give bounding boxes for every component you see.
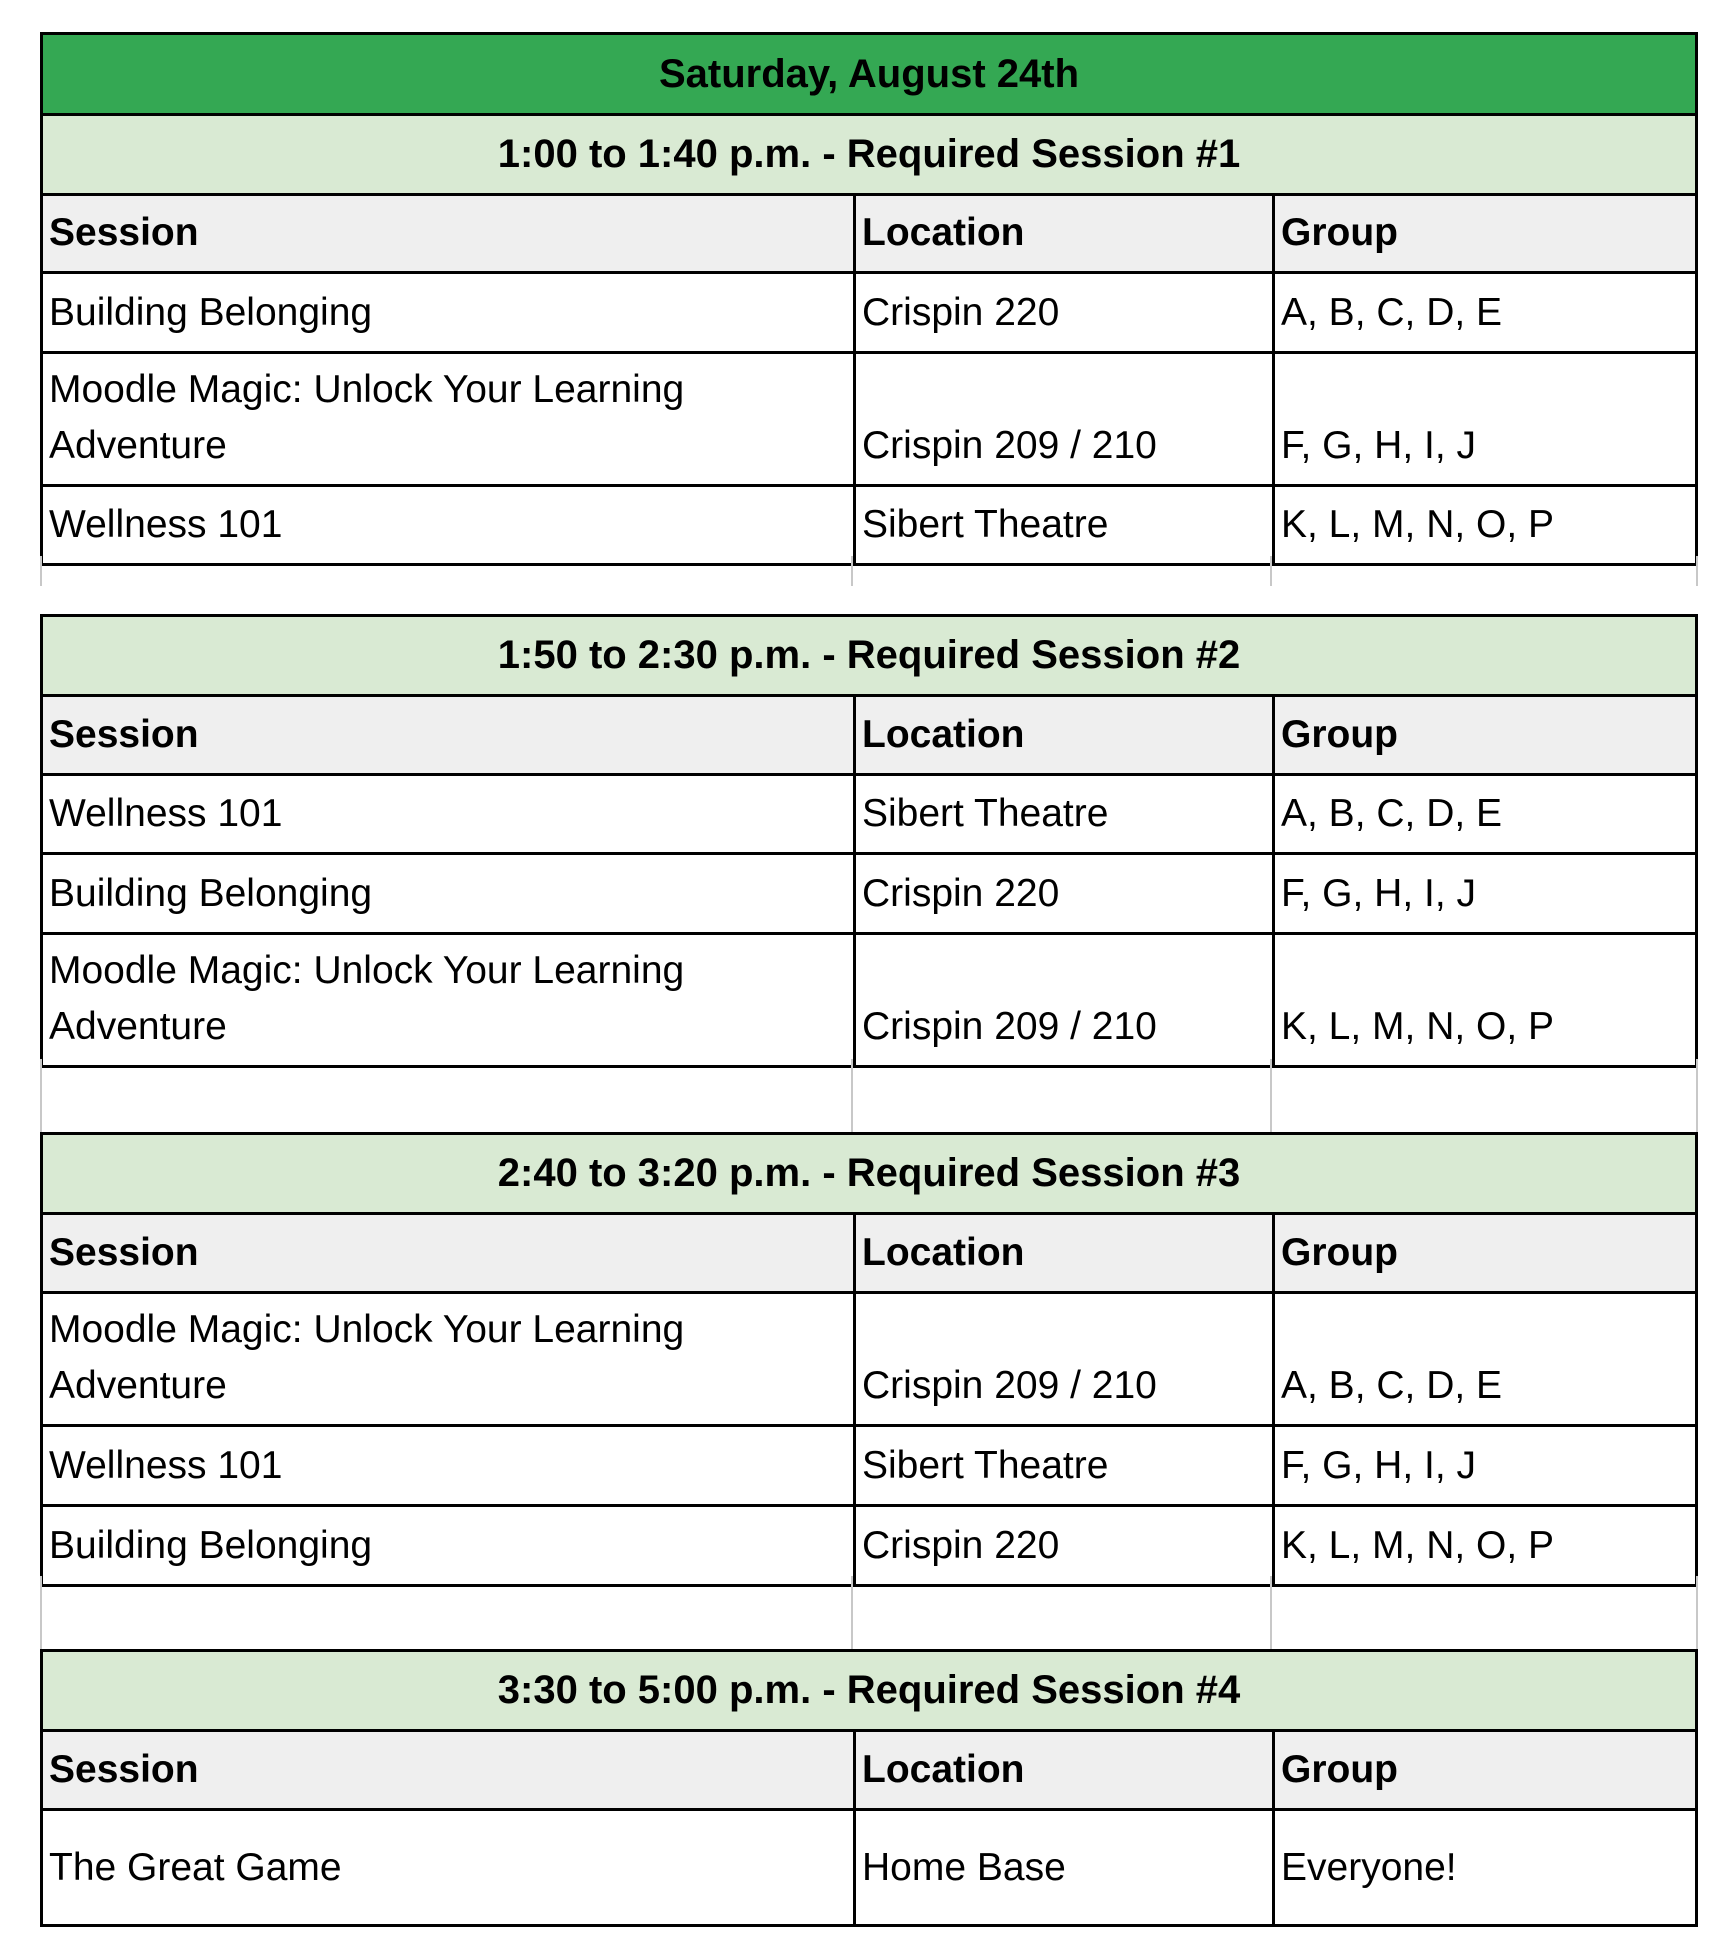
header-session: Session	[49, 211, 199, 254]
header-group: Group	[1272, 1732, 1695, 1808]
session-block-1	[40, 32, 1698, 566]
session-cell: Building Belonging	[49, 291, 373, 334]
column-header-row	[43, 193, 1695, 271]
location-cell: Crispin 209 / 210	[853, 935, 1272, 1065]
header-group: Group	[1272, 1215, 1695, 1291]
session-cell: Wellness 101	[49, 503, 283, 546]
header-location: Location	[853, 196, 1272, 271]
session-block-3	[40, 1132, 1698, 1587]
session-cell	[43, 354, 853, 484]
gridline-gap	[40, 556, 1698, 586]
header-session: Session	[49, 1748, 199, 1791]
group-cell: A, B, C, D, E	[1272, 274, 1695, 351]
table-row	[43, 271, 1695, 351]
slot-title: 2:40 to 3:20 p.m. - Required Session #3	[43, 1132, 1695, 1212]
header-session: Session	[49, 1231, 199, 1274]
header-session: Session	[49, 713, 199, 756]
session-block-4	[40, 1649, 1698, 1927]
header-location: Location	[853, 1732, 1272, 1808]
session-line: Adventure	[49, 1005, 227, 1048]
location-cell: Sibert Theatre	[853, 1427, 1272, 1504]
group-cell: F, G, H, I, J	[1272, 1427, 1695, 1504]
group-cell: F, G, H, I, J	[1272, 354, 1695, 484]
slot-title: 1:50 to 2:30 p.m. - Required Session #2	[43, 614, 1695, 694]
group-cell: K, L, M, N, O, P	[1272, 1507, 1695, 1584]
location-cell: Crispin 209 / 210	[853, 354, 1272, 484]
location-cell: Sibert Theatre	[853, 487, 1272, 563]
group-cell: Everyone!	[1272, 1811, 1695, 1924]
session-line: Adventure	[49, 424, 227, 467]
column-header-row	[43, 1212, 1695, 1291]
header-location: Location	[853, 697, 1272, 773]
gridline-gap	[40, 1576, 1698, 1652]
session-cell	[43, 935, 853, 1065]
session-cell: Building Belonging	[49, 1524, 373, 1567]
location-cell: Crispin 209 / 210	[853, 1294, 1272, 1424]
location-cell: Home Base	[853, 1811, 1272, 1924]
session-line: Moodle Magic: Unlock Your Learning	[49, 1308, 685, 1351]
session-cell: Wellness 101	[49, 792, 283, 835]
session-block-2	[40, 614, 1698, 1068]
session-line: Moodle Magic: Unlock Your Learning	[49, 949, 685, 992]
day-title: Saturday, August 24th	[43, 32, 1695, 113]
group-cell: A, B, C, D, E	[1272, 776, 1695, 852]
header-location: Location	[853, 1215, 1272, 1291]
group-cell: A, B, C, D, E	[1272, 1294, 1695, 1424]
slot-title: 3:30 to 5:00 p.m. - Required Session #4	[43, 1649, 1695, 1729]
location-cell: Crispin 220	[853, 855, 1272, 932]
header-group: Group	[1272, 196, 1695, 271]
column-header-row	[43, 1729, 1695, 1808]
group-cell: K, L, M, N, O, P	[1272, 935, 1695, 1065]
session-line: Adventure	[49, 1364, 227, 1407]
table-row	[43, 351, 1695, 484]
table-row	[43, 932, 1695, 1068]
table-row	[43, 1424, 1695, 1504]
group-cell: K, L, M, N, O, P	[1272, 487, 1695, 563]
column-header-row	[43, 694, 1695, 773]
header-group: Group	[1272, 697, 1695, 773]
table-row	[43, 484, 1695, 566]
session-line: Moodle Magic: Unlock Your Learning	[49, 368, 685, 411]
session-cell	[43, 1294, 853, 1424]
group-cell: F, G, H, I, J	[1272, 855, 1695, 932]
session-cell: Building Belonging	[49, 872, 373, 915]
table-row	[43, 1504, 1695, 1587]
location-cell: Crispin 220	[853, 274, 1272, 351]
table-row	[43, 773, 1695, 852]
table-row	[43, 1291, 1695, 1424]
gridline-gap	[40, 1059, 1698, 1135]
location-cell: Sibert Theatre	[853, 776, 1272, 852]
table-row	[43, 852, 1695, 932]
table-row	[43, 1808, 1695, 1927]
session-cell: Wellness 101	[49, 1444, 283, 1487]
session-cell: The Great Game	[49, 1845, 342, 1889]
location-cell: Crispin 220	[853, 1507, 1272, 1584]
slot-title: 1:00 to 1:40 p.m. - Required Session #1	[43, 113, 1695, 193]
